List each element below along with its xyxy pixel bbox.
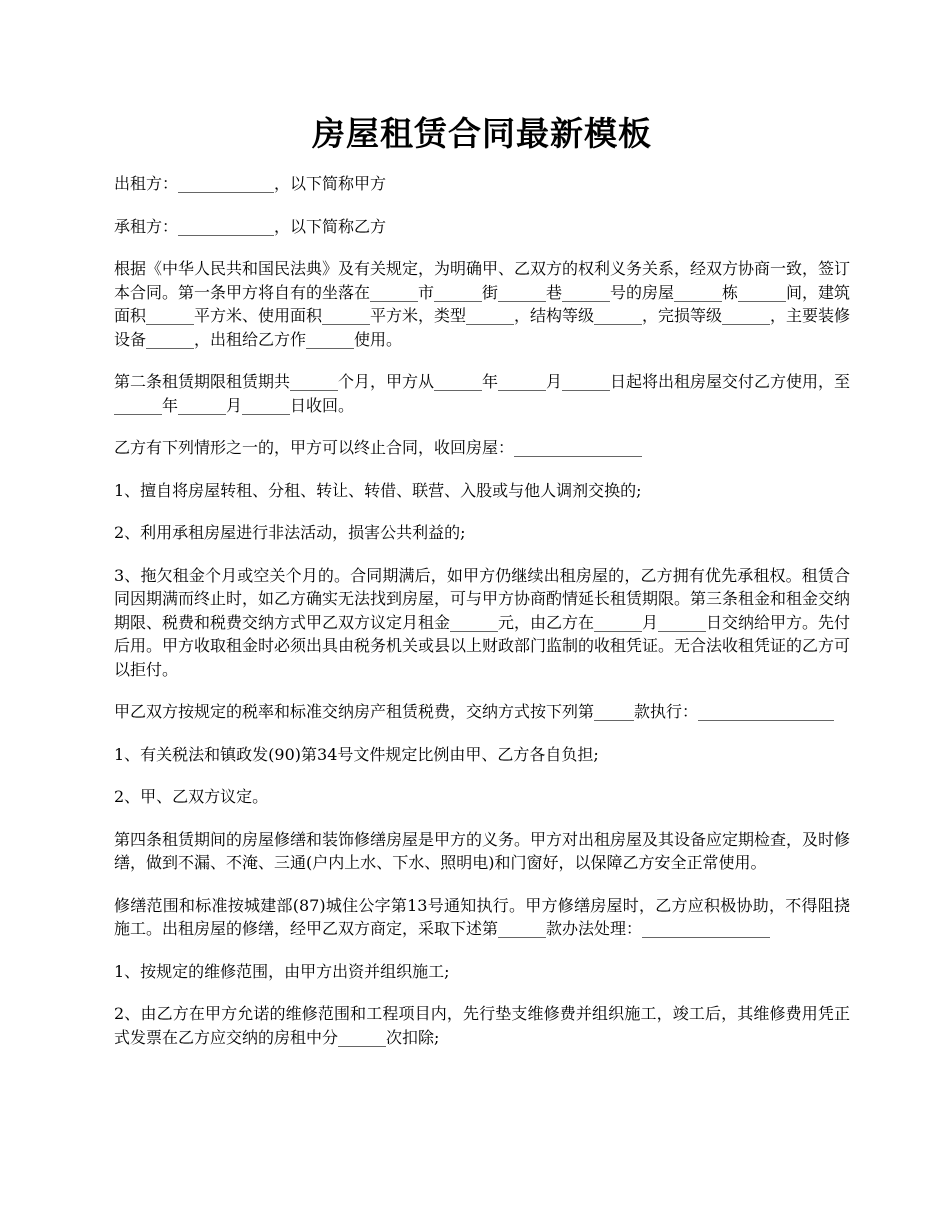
paragraph-condition-3-article-3: 3、拖欠租金个月或空关个月的。合同期满后，如甲方仍继续出租房屋的，乙方拥有优先承租权。租赁合同因期满而终止时，如乙方确实无法找到房屋，可与甲方协商酌情延长租赁期限。第三条租金和租金交纳期限、税费和税费交纳方式甲乙双方议定月租金______元，由乙方在______月______日交纳给甲方。先付后用。甲方收取租金时必须出具由税务机关或县以上财政部门监制的收租凭证。无合法收租凭证的乙方可以拒付。: [114, 565, 851, 679]
paragraph-article-1: 根据《中华人民共和国民法典》及有关规定，为明确甲、乙双方的权利义务关系，经双方协商一致，签订本合同。第一条甲方将自有的坐落在______市______街______巷______号的房屋______栋______间，建筑面积______平方米、使用面积______平方米，类型______，结构等级______，完损等级______，主要装修设备______，出租给乙方作______使用。: [114, 259, 851, 349]
paragraph-tax-payment: 甲乙双方按规定的税率和标准交纳房产租赁税费，交纳方式按下列第_____款执行：_________________: [114, 702, 835, 721]
paragraph-condition-2: 2、利用承租房屋进行非法活动，损害公共利益的;: [114, 523, 466, 542]
paragraph-tax-option-1: 1、有关税法和镇政发(90)第34号文件规定比例由甲、乙方各自负担;: [114, 744, 599, 764]
paragraph-tax-option-2: 2、甲、乙双方议定。: [114, 787, 269, 806]
paragraph-repair-option-2: 2、由乙方在甲方允诺的维修范围和工程项目内，先行垫支维修费并组织施工，竣工后，其维修费用凭正式发票在乙方应交纳的房租中分______次扣除;: [114, 1004, 850, 1047]
document-title: 房屋租赁合同最新模板: [312, 114, 652, 153]
paragraph-article-2: 第二条租赁期限租赁期共______个月，甲方从______年______月______日起将出租房屋交付乙方使用，至______年______月______日收回。: [114, 372, 851, 415]
paragraph-lessor: 出租方：____________，以下简称甲方: [114, 174, 387, 193]
paragraph-termination-conditions: 乙方有下列情形之一的，甲方可以终止合同，收回房屋：________________: [114, 438, 643, 457]
paragraph-lessee: 承租方：____________，以下简称乙方: [114, 216, 387, 236]
paragraph-article-4: 第四条租赁期间的房屋修缮和装饰修缮房屋是甲方的义务。甲方对出租房屋及其设备应定期检查，及时修缮，做到不漏、不淹、三通(户内上水、下水、照明电)和门窗好，以保障乙方安全正常使用。: [114, 829, 851, 872]
paragraph-repair-option-1: 1、按规定的维修范围，由甲方出资并组织施工;: [114, 961, 450, 981]
paragraph-condition-1: 1、擅自将房屋转租、分租、转让、转借、联营、入股或与他人调剂交换的;: [114, 480, 642, 500]
paragraph-repair-scope: 修缮范围和标准按城建部(87)城住公字第13号通知执行。甲方修缮房屋时，乙方应积极协助，不得阻挠施工。出租房屋的修缮，经甲乙双方商定，采取下述第______款办法处理：________________: [114, 895, 850, 938]
